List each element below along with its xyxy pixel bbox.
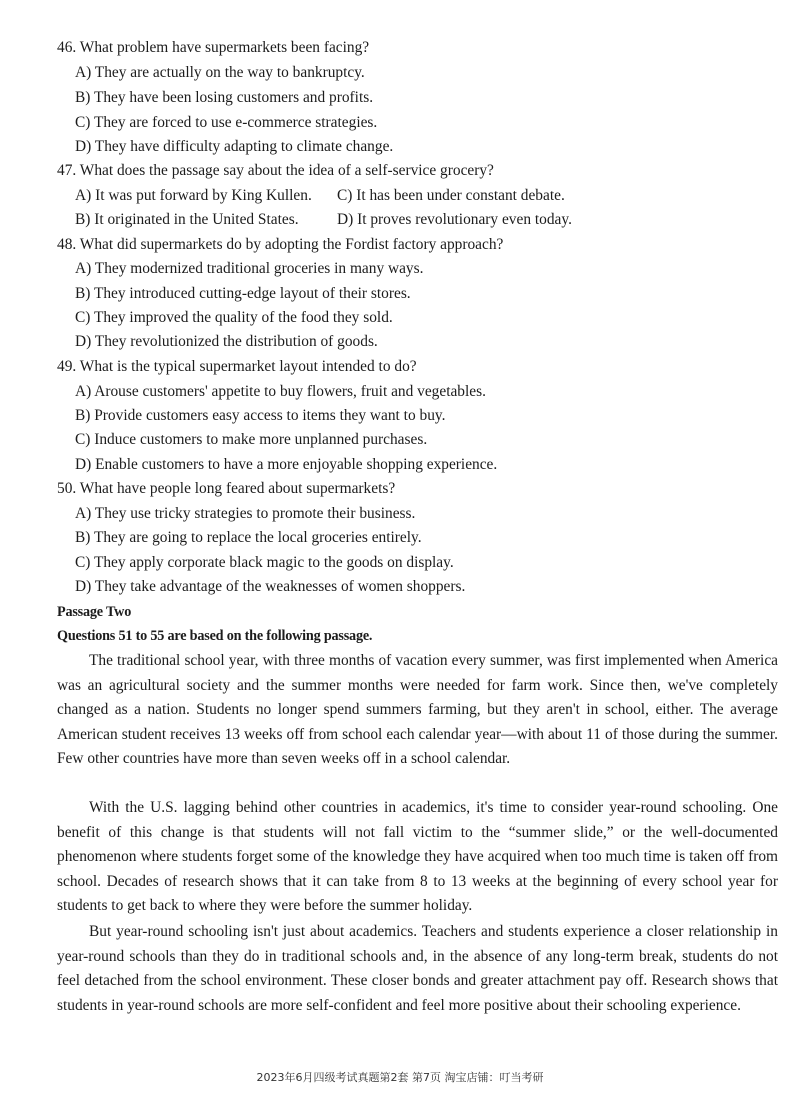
- passage-instruction: Questions 51 to 55 are based on the following passage.: [57, 628, 373, 644]
- question-48-option-b: B) They introduced cutting-edge layout of their stores.: [75, 285, 411, 302]
- question-49-option-a: A) Arouse customers' appetite to buy flowers, fruit and vegetables.: [75, 383, 486, 400]
- passage-paragraph-3: But year-round schooling isn't just about academics. Teachers and students experience a closer relationship in year-round schools than they do in traditional schools and, in the absence of any long-term break, students do not feel detached from the school environment. These closer bonds and greater attachment pay off. Research shows that students in year-round schools are more self-confident and feel more positive about their schooling experience.: [57, 923, 778, 1014]
- question-48-stem: 48. What did supermarkets do by adopting the Fordist factory approach?: [57, 236, 504, 253]
- question-50-option-b: B) They are going to replace the local groceries entirely.: [75, 529, 422, 546]
- question-48-option-d: D) They revolutionized the distribution of goods.: [75, 333, 378, 350]
- question-47-option-c: C) It has been under constant debate.: [337, 187, 565, 204]
- question-48-option-c: C) They improved the quality of the food they sold.: [75, 309, 393, 326]
- question-49-option-d: D) Enable customers to have a more enjoyable shopping experience.: [75, 456, 498, 473]
- passage-title: Passage Two: [57, 604, 132, 620]
- question-47-stem: 47. What does the passage say about the idea of a self-service grocery?: [57, 162, 494, 179]
- question-46-option-b: B) They have been losing customers and profits.: [75, 89, 374, 106]
- question-50-option-a: A) They use tricky strategies to promote their business.: [75, 505, 416, 522]
- passage-paragraph-2: With the U.S. lagging behind other countries in academics, it's time to consider year-round schooling. One benefit of this change is that students will not fall victim to the “summer slide,” or the well-documented phenomenon where students forget some of the knowledge they have acquired when too much time is taken off from school. Decades of research shows that it can take from 8 to 13 weeks at the beginning of every school year for students to get back to where they were before the summer holiday.: [57, 799, 778, 915]
- question-46-option-a: A) They are actually on the way to bankruptcy.: [75, 64, 365, 81]
- question-49-stem: 49. What is the typical supermarket layout intended to do?: [57, 358, 417, 375]
- question-46-option-c: C) They are forced to use e-commerce strategies.: [75, 114, 378, 131]
- page-footer: 2023年6月四级考试真题第2套 第7页 淘宝店铺：叮当考研: [256, 1071, 544, 1084]
- question-48-option-a: A) They modernized traditional groceries in many ways.: [75, 260, 424, 277]
- question-46-option-d: D) They have difficulty adapting to climate change.: [75, 138, 394, 155]
- question-50-option-c: C) They apply corporate black magic to the goods on display.: [75, 554, 454, 571]
- question-46-stem: 46. What problem have supermarkets been facing?: [57, 39, 370, 56]
- question-49-option-c: C) Induce customers to make more unplanned purchases.: [75, 431, 428, 448]
- question-47-option-d: D) It proves revolutionary even today.: [337, 211, 572, 228]
- passage-paragraph-1: The traditional school year, with three months of vacation every summer, was first implemented when America was an agricultural society and the summer months were needed for farm work. Since then, we've completely changed as a nation. Students no longer spend summers farming, but they aren't in school, either. The average American student receives 13 weeks off from school each calendar year—with about 11 of those during the summer. Few other countries have more than seven weeks off in a school calendar.: [57, 652, 778, 768]
- question-47-option-a: A) It was put forward by King Kullen.: [75, 187, 312, 204]
- question-49-option-b: B) Provide customers easy access to items they want to buy.: [75, 407, 446, 424]
- question-50-option-d: D) They take advantage of the weaknesses of women shoppers.: [75, 578, 466, 595]
- question-47-option-b: B) It originated in the United States.: [75, 211, 299, 228]
- question-50-stem: 50. What have people long feared about supermarkets?: [57, 480, 396, 497]
